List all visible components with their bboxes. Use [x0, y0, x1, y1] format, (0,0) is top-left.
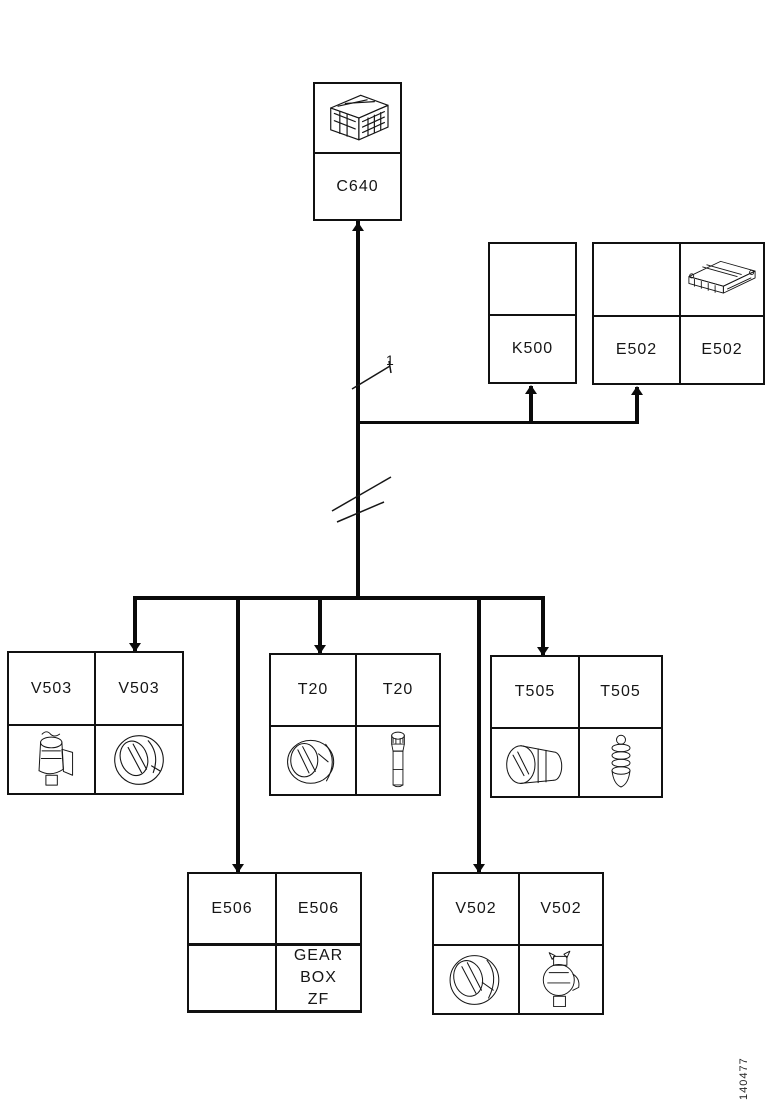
v503-valve-icon — [23, 728, 81, 792]
t20-left-label-cell — [271, 655, 355, 725]
e502-right-label: E502 — [701, 341, 743, 358]
node-t20 — [269, 653, 441, 796]
node-v503 — [7, 651, 184, 795]
node-t505 — [490, 655, 663, 798]
node-e506 — [187, 872, 362, 1013]
e502-left-label: E502 — [615, 341, 658, 358]
c640-image-cell — [315, 84, 400, 152]
wire-main-vertical — [356, 221, 360, 598]
e506-empty-cell — [189, 946, 275, 1010]
node-v502 — [432, 872, 604, 1015]
c640-connector-icon — [319, 88, 397, 148]
v503-right-image-cell — [96, 726, 182, 793]
e502-left-image-cell — [594, 244, 679, 315]
e502-left-label-cell — [594, 317, 679, 383]
t505-motor-icon — [502, 734, 568, 792]
wire-break-mark-2 — [337, 502, 384, 522]
v502-left-image-cell — [434, 946, 518, 1013]
wire-branch-k500-e502 — [356, 421, 639, 424]
arrowhead-into-e502 — [631, 386, 643, 395]
t505-right-image-cell — [580, 729, 661, 796]
wire-number-label: 1 — [386, 352, 394, 368]
t505-left-label: T505 — [514, 683, 556, 700]
v502-valve-icon — [537, 949, 585, 1011]
node-k500 — [488, 242, 577, 384]
v503-right-label: V503 — [118, 679, 160, 697]
v502-right-image-cell — [520, 946, 602, 1013]
e506-note-cell — [277, 946, 360, 1010]
t505-left-image-cell — [492, 729, 578, 796]
arrowhead-into-k500 — [525, 385, 537, 394]
v502-left-label-cell — [434, 874, 518, 944]
wire-drop-v502 — [477, 596, 481, 872]
figure-number: 140477 — [738, 1057, 750, 1100]
e506-left-label-cell — [189, 874, 275, 943]
wire-break-mark-1 — [332, 477, 391, 511]
v503-motor-icon — [108, 729, 170, 791]
t20-sensor-icon — [385, 730, 411, 792]
node-e502 — [592, 242, 765, 385]
e502-module-icon — [682, 249, 762, 311]
e506-left-label: E506 — [211, 899, 253, 917]
wire-branch-lower — [133, 596, 545, 600]
t505-sensor-icon — [605, 733, 637, 793]
wire-drop-e506 — [236, 596, 240, 872]
t505-right-label: T505 — [600, 683, 641, 700]
t20-pump-icon — [281, 730, 345, 792]
e502-right-label-cell — [681, 317, 763, 383]
v502-right-label: V502 — [540, 900, 582, 917]
c640-label: C640 — [336, 177, 379, 195]
node-c640 — [313, 82, 402, 221]
v502-left-label: V502 — [455, 900, 497, 917]
e506-gearbox-note: GEAR BOX ZF — [293, 947, 344, 1008]
e506-right-label-cell — [277, 874, 360, 943]
t20-right-label-cell — [357, 655, 439, 725]
t20-left-image-cell — [271, 727, 355, 794]
k500-label-cell — [490, 316, 575, 382]
k500-label: K500 — [511, 340, 554, 357]
arrowhead-into-c640 — [352, 222, 364, 231]
t505-right-label-cell — [580, 657, 661, 727]
e502-right-image-cell — [681, 244, 763, 315]
e506-right-label: E506 — [297, 899, 340, 917]
v502-motor-icon — [443, 949, 509, 1011]
v503-right-label-cell — [96, 653, 182, 724]
t505-left-label-cell — [492, 657, 578, 727]
t20-left-label: T20 — [297, 681, 329, 698]
v503-left-label-cell — [9, 653, 94, 724]
c640-label-cell — [315, 154, 400, 219]
t20-right-label: T20 — [382, 681, 414, 698]
k500-image-cell — [490, 244, 575, 314]
v503-left-label: V503 — [30, 679, 73, 697]
t20-right-image-cell — [357, 727, 439, 794]
v502-right-label-cell — [520, 874, 602, 944]
v503-left-image-cell — [9, 726, 94, 793]
